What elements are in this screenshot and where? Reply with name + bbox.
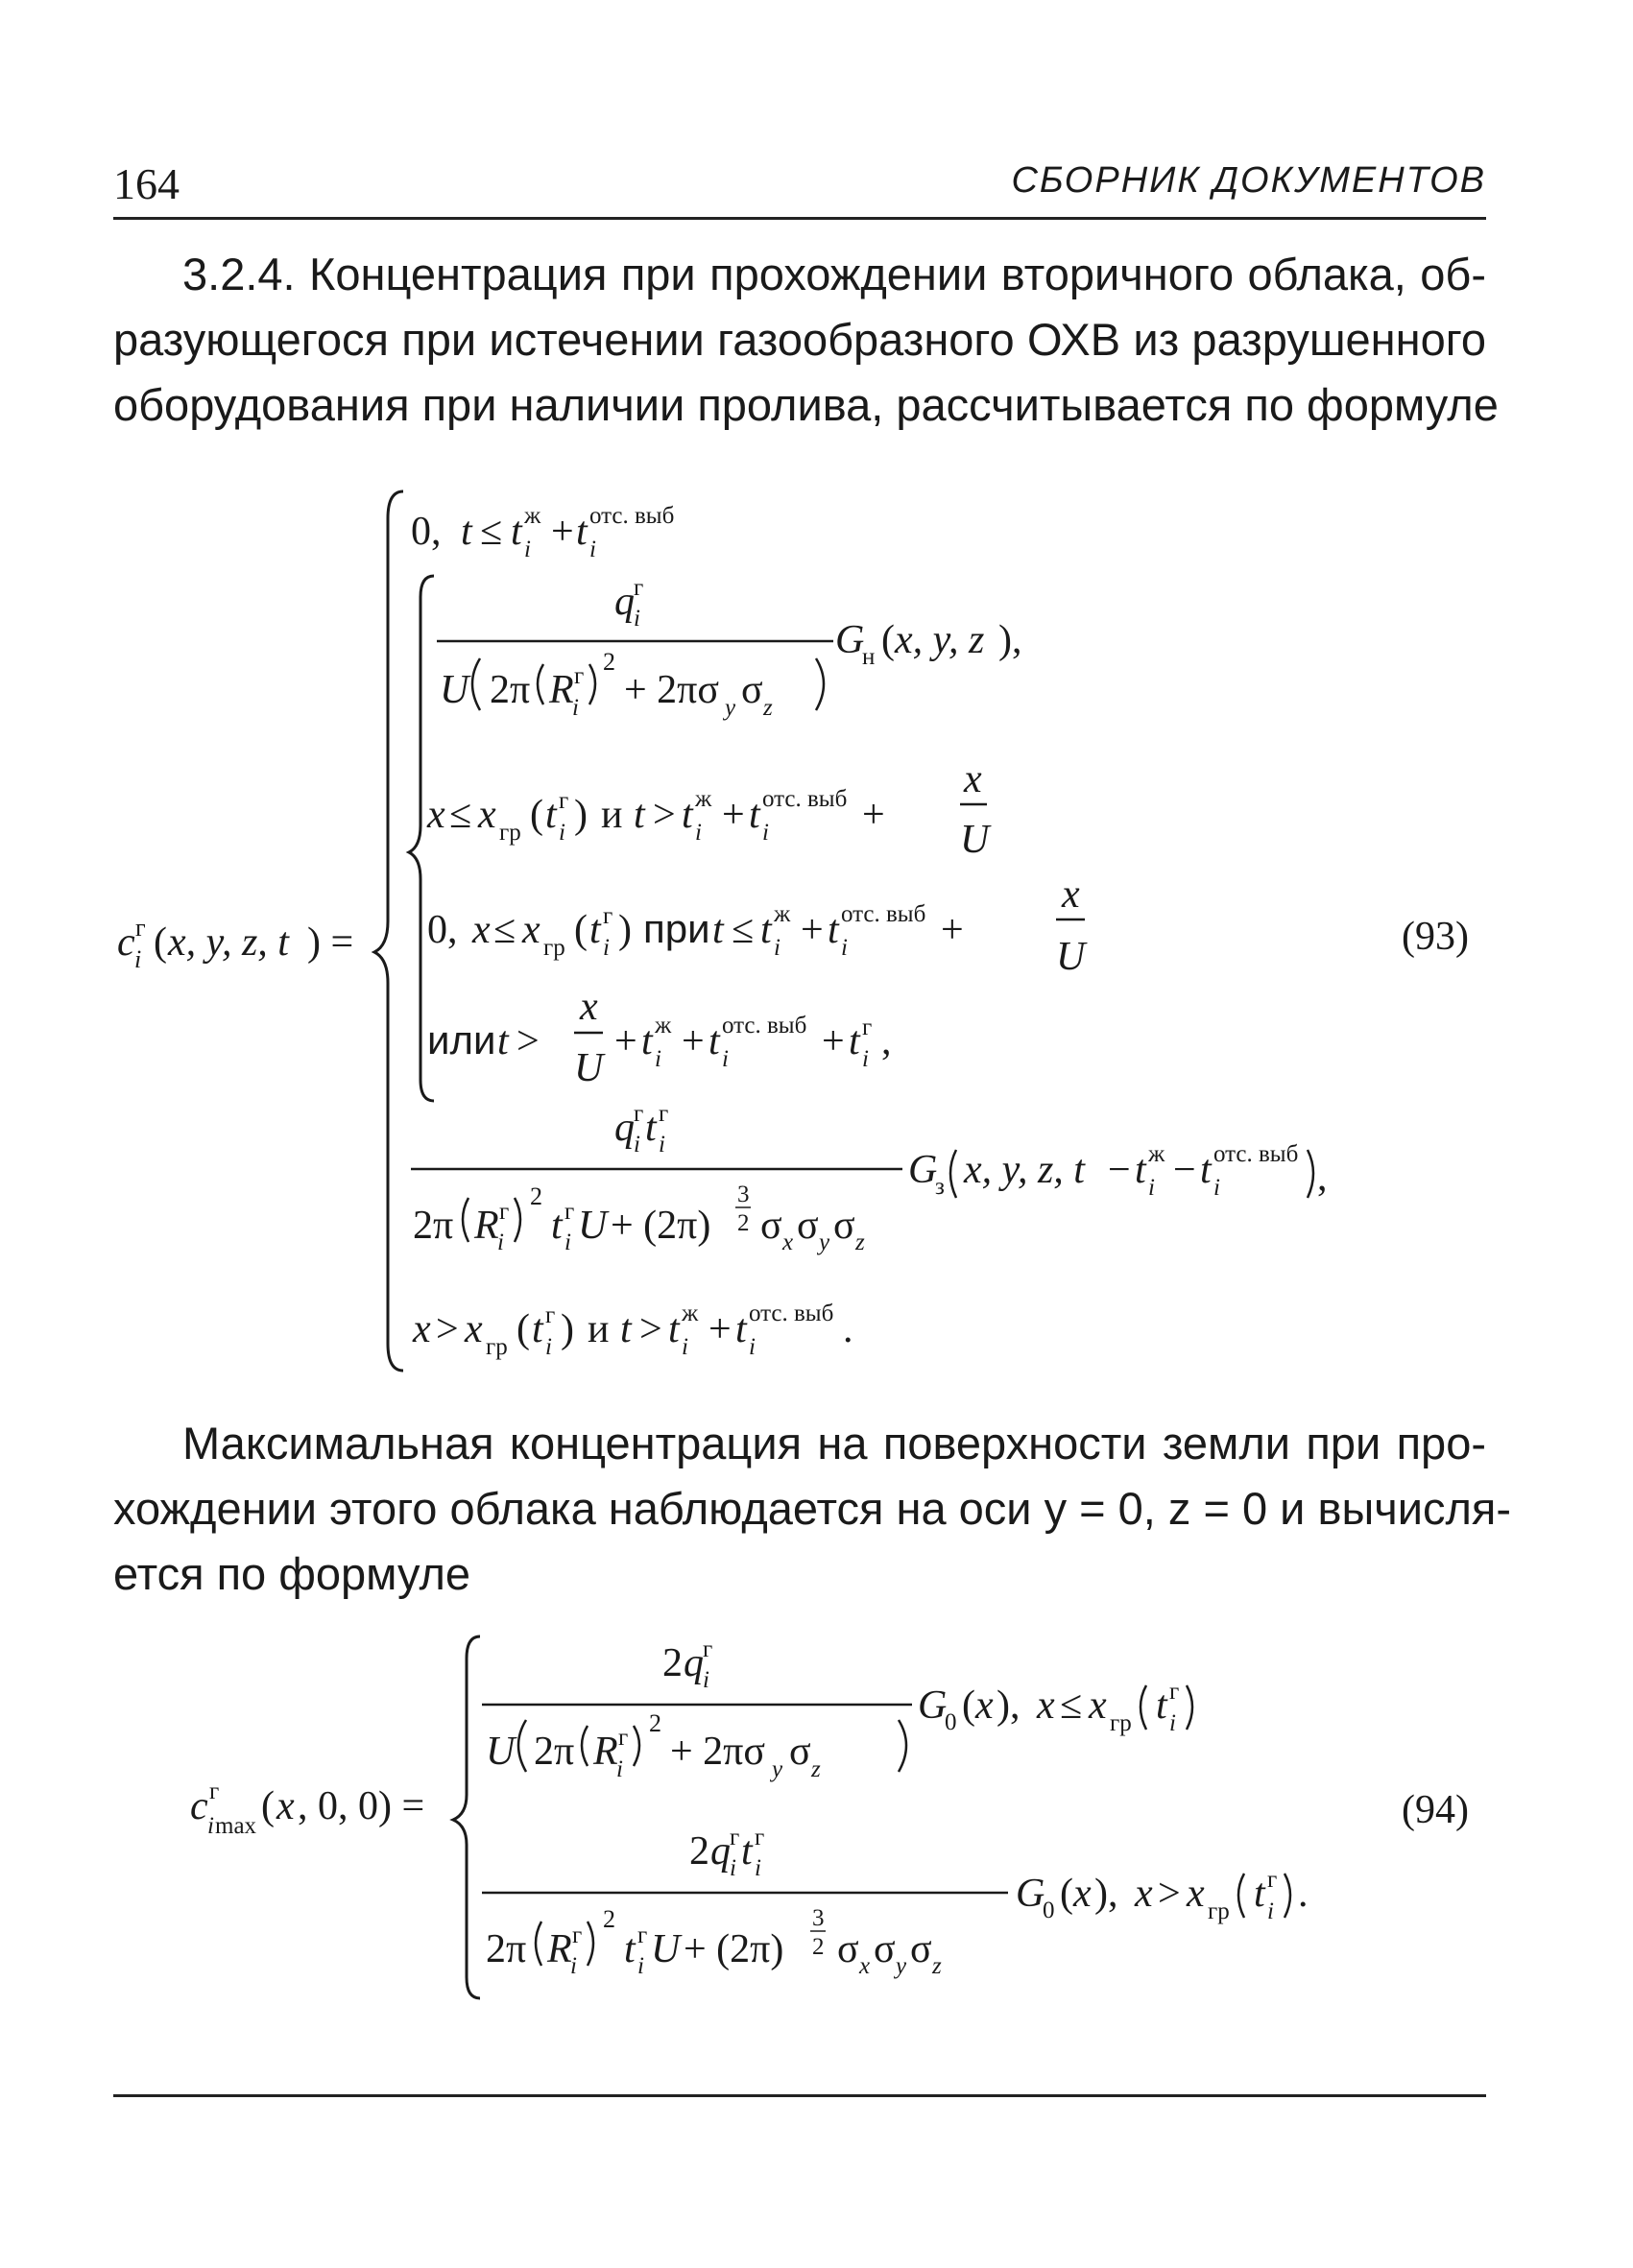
formula-94-lhs (190, 1779, 424, 1839)
svg-text:x: x (465, 1307, 483, 1351)
svg-text:i: i (1213, 1175, 1220, 1201)
text-line: Максимальная концентрация на поверхности земли при про- (182, 1418, 1486, 1468)
svg-text:U: U (486, 1730, 516, 1774)
running-title: СБОРНИК ДОКУМЕНТОВ (1011, 160, 1486, 201)
svg-text:−: − (1108, 1148, 1131, 1192)
svg-text:t: t (645, 1106, 657, 1150)
svg-text:c: c (117, 920, 135, 965)
svg-text:y: y (896, 1953, 907, 1979)
svg-text:U: U (440, 668, 469, 712)
page-number: 164 (113, 159, 180, 208)
svg-text:г: г (618, 1725, 629, 1751)
svg-text:q: q (684, 1641, 704, 1685)
svg-text:,: , (1317, 1156, 1328, 1200)
svg-text:≤: ≤ (480, 510, 503, 554)
svg-text:гр: гр (486, 1334, 508, 1360)
svg-text:t: t (551, 1204, 563, 1248)
svg-text:г: г (603, 903, 613, 929)
svg-text:i: i (524, 537, 531, 562)
svg-text:2π: 2π (534, 1730, 575, 1774)
svg-text:i: i (730, 1855, 736, 1881)
svg-text:гр: гр (543, 935, 565, 961)
svg-text:2: 2 (649, 1709, 661, 1737)
formula-93-number: (93) (1402, 915, 1469, 959)
svg-text:г: г (135, 914, 146, 942)
svg-text:max: max (215, 1813, 257, 1839)
svg-text:2: 2 (603, 1905, 615, 1933)
svg-text:i: i (497, 1229, 504, 1255)
text-line: хождении этого облака наблюдается на оси y = 0, z = 0 и вычисля- (113, 1483, 1512, 1534)
svg-text:ж: ж (524, 503, 541, 529)
svg-text:+: + (822, 1019, 845, 1063)
svg-text:x: x (1187, 1872, 1205, 1916)
svg-text:i: i (682, 1334, 688, 1360)
svg-text:>: > (1158, 1872, 1181, 1916)
svg-text:г: г (499, 1199, 510, 1225)
svg-text:),: ), (1094, 1872, 1118, 1916)
svg-text:x, y, z: x, y, z (895, 618, 985, 662)
svg-text:+ (2π): + (2π) (611, 1204, 711, 1248)
svg-text:t: t (1156, 1683, 1167, 1728)
svg-text:ж: ж (695, 786, 712, 812)
svg-text:+: + (551, 510, 574, 554)
svg-text:σ: σ (760, 1204, 782, 1248)
text-line: 3.2.4. Концентрация при прохождении вторичного облака, об- (182, 249, 1486, 299)
text-line: оборудования при наличии пролива, рассчитывается по формуле (113, 379, 1499, 430)
svg-text:σ: σ (741, 668, 763, 712)
svg-text:U: U (574, 1046, 604, 1090)
svg-text:г: г (564, 1199, 575, 1225)
svg-text:(: ( (962, 1683, 975, 1728)
svg-text:t: t (545, 793, 557, 837)
svg-text:x: x (1135, 1872, 1153, 1916)
svg-text:>: > (639, 1307, 662, 1351)
svg-text:y: y (772, 1756, 783, 1782)
svg-text:x: x (522, 908, 540, 952)
svg-text:г: г (730, 1825, 740, 1850)
svg-text:(: ( (516, 1307, 530, 1351)
svg-text:i: i (695, 820, 702, 846)
svg-text:г: г (755, 1825, 765, 1850)
svg-text:2: 2 (603, 648, 615, 676)
svg-text:i: i (134, 945, 142, 973)
svg-text:z: z (855, 1229, 865, 1255)
svg-text:z: z (763, 695, 773, 721)
svg-text:2: 2 (737, 1210, 750, 1236)
svg-text:г: г (559, 788, 569, 814)
svg-text:t: t (589, 908, 601, 952)
svg-text:г: г (862, 1015, 873, 1040)
svg-text:y: y (819, 1229, 830, 1255)
svg-text:0,: 0, (427, 908, 458, 952)
svg-text:,: , (881, 1019, 892, 1063)
svg-text:i: i (570, 1953, 577, 1979)
svg-text:0: 0 (1043, 1898, 1055, 1923)
svg-text:G: G (1016, 1872, 1045, 1916)
svg-text:G: G (918, 1683, 948, 1728)
svg-text:отс. выб: отс. выб (589, 503, 675, 529)
svg-text:i: i (862, 1046, 869, 1072)
svg-text:>: > (653, 793, 676, 837)
svg-text:x, y, z, t: x, y, z, t (168, 920, 289, 965)
svg-text:t: t (1254, 1872, 1265, 1916)
svg-text:),: ), (997, 1683, 1021, 1728)
svg-text:3: 3 (812, 1905, 825, 1931)
svg-text:): ) (574, 793, 588, 837)
svg-text:ж: ж (655, 1013, 672, 1039)
svg-text:з: з (935, 1174, 945, 1200)
svg-text:x: x (975, 1683, 994, 1728)
svg-text:R: R (474, 1204, 499, 1248)
formula-94-number: (94) (1402, 1788, 1469, 1832)
svg-text:x: x (580, 985, 598, 1029)
svg-text:i: i (637, 1953, 644, 1979)
svg-text:R: R (547, 1927, 572, 1971)
svg-text:x: x (1062, 872, 1080, 917)
svg-text:x: x (964, 757, 982, 801)
svg-text:x: x (1037, 1683, 1055, 1728)
svg-text:t: t (641, 1019, 653, 1063)
svg-text:г: г (1267, 1867, 1278, 1893)
svg-text:, 0, 0) =: , 0, 0) = (298, 1784, 425, 1828)
svg-text:г: г (1169, 1679, 1180, 1705)
svg-text:и: и (601, 793, 623, 837)
svg-text:i: i (841, 935, 848, 961)
svg-text:≤: ≤ (493, 908, 516, 952)
svg-text:(: ( (530, 793, 543, 837)
svg-text:+ (2π): + (2π) (684, 1927, 784, 1971)
svg-text:x: x (859, 1953, 871, 1979)
svg-text:t: t (1135, 1148, 1146, 1192)
svg-text:ж: ж (774, 901, 791, 927)
svg-text:+: + (708, 1307, 732, 1351)
svg-text:y: y (725, 695, 736, 721)
svg-text:i: i (1148, 1175, 1155, 1201)
svg-text:σ: σ (910, 1927, 932, 1971)
svg-text:G: G (835, 618, 865, 662)
svg-text:+: + (722, 793, 745, 837)
svg-text:+ 2πσ: + 2πσ (624, 668, 720, 712)
svg-text:и: и (588, 1307, 610, 1351)
svg-text:U: U (578, 1204, 608, 1248)
svg-text:i: i (774, 935, 780, 961)
svg-text:q: q (710, 1829, 731, 1874)
svg-text:x, y, z, t: x, y, z, t (964, 1148, 1085, 1192)
svg-text:отс. выб: отс. выб (1213, 1141, 1299, 1167)
svg-text:i: i (572, 695, 579, 721)
svg-text:σ: σ (837, 1927, 859, 1971)
svg-text:2: 2 (530, 1182, 542, 1210)
svg-text:x: x (413, 1307, 431, 1351)
svg-text:2π: 2π (486, 1927, 527, 1971)
text-line: разующегося при истечении газообразного ОХВ из разрушенного (113, 314, 1486, 365)
svg-text:(: ( (1060, 1872, 1073, 1916)
svg-text:t: t (682, 793, 693, 837)
svg-text:г: г (634, 1101, 644, 1127)
svg-text:+: + (801, 908, 824, 952)
svg-text:t: t (461, 510, 472, 554)
svg-text:отс. выб: отс. выб (841, 901, 926, 927)
svg-text:г: г (634, 575, 644, 601)
svg-text:i: i (703, 1667, 709, 1693)
svg-text:i: i (722, 1046, 729, 1072)
svg-text:или: или (427, 1017, 496, 1062)
svg-text:t: t (1200, 1148, 1212, 1192)
svg-text:t: t (712, 908, 724, 952)
svg-text:(: ( (881, 618, 895, 662)
svg-text:2π: 2π (490, 668, 531, 712)
svg-text:отс. выб: отс. выб (722, 1013, 807, 1039)
svg-text:+: + (682, 1019, 705, 1063)
svg-text:i: i (659, 1132, 665, 1158)
svg-text:): ) (618, 908, 632, 952)
svg-text:+: + (941, 908, 964, 952)
svg-text:i: i (749, 1334, 756, 1360)
svg-text:−: − (1173, 1148, 1196, 1192)
svg-text:i: i (545, 1334, 552, 1360)
svg-text:i: i (762, 820, 769, 846)
svg-text:t: t (620, 1307, 632, 1351)
svg-text:t: t (741, 1829, 753, 1874)
svg-text:x: x (478, 793, 496, 837)
svg-text:0: 0 (945, 1709, 957, 1735)
svg-text:σ: σ (797, 1204, 819, 1248)
svg-text:t: t (735, 1307, 747, 1351)
svg-text:t: t (708, 1019, 720, 1063)
svg-text:г: г (209, 1779, 220, 1804)
formula-94-brace (453, 1636, 480, 1998)
svg-text:U: U (1056, 935, 1086, 979)
svg-text:σ: σ (789, 1730, 811, 1774)
svg-text:0,: 0, (411, 510, 442, 554)
svg-text:2: 2 (689, 1829, 709, 1874)
svg-text:i: i (616, 1756, 623, 1782)
svg-text:гр: гр (1110, 1710, 1132, 1736)
formula-94-case2 (482, 1825, 1309, 1979)
svg-text:при: при (643, 906, 710, 951)
svg-text:R: R (549, 668, 574, 712)
svg-text:2: 2 (812, 1934, 825, 1960)
svg-text:i: i (1267, 1898, 1274, 1924)
svg-text:i: i (634, 606, 640, 632)
svg-text:2π: 2π (413, 1204, 454, 1248)
svg-text:гр: гр (499, 820, 521, 846)
svg-text:t: t (497, 1019, 509, 1063)
svg-text:t: t (511, 510, 522, 554)
svg-text:(: ( (261, 1784, 275, 1828)
svg-text:z: z (932, 1953, 942, 1979)
svg-text:г: г (574, 663, 585, 689)
formula-94-case1 (482, 1636, 1192, 1782)
svg-text:U: U (651, 1927, 681, 1971)
svg-text:i: i (655, 1046, 661, 1072)
svg-text:отс. выб: отс. выб (762, 786, 848, 812)
svg-text:.: . (843, 1307, 853, 1351)
svg-text:г: г (637, 1922, 648, 1948)
svg-text:z: z (811, 1756, 821, 1782)
svg-text:+: + (862, 793, 885, 837)
svg-text:i: i (755, 1855, 761, 1881)
svg-text:G: G (908, 1148, 938, 1192)
svg-text:i: i (1169, 1710, 1176, 1736)
svg-text:t: t (849, 1019, 860, 1063)
svg-text:x: x (472, 908, 491, 952)
svg-text:>: > (516, 1019, 540, 1063)
svg-text:t: t (760, 908, 772, 952)
svg-text:г: г (703, 1636, 713, 1662)
footer-rule (113, 2094, 1486, 2097)
svg-text:гр: гр (1208, 1898, 1230, 1924)
svg-text:t: t (532, 1307, 543, 1351)
svg-text:+: + (614, 1019, 637, 1063)
svg-text:U: U (960, 818, 990, 862)
svg-text:≤: ≤ (1060, 1683, 1083, 1728)
svg-text:t: t (828, 908, 839, 952)
text-line: ется по формуле (113, 1548, 471, 1599)
svg-text:x: x (1073, 1872, 1092, 1916)
svg-text:x: x (427, 793, 445, 837)
svg-text:i: i (603, 935, 610, 961)
svg-text:) =: ) = (307, 920, 354, 965)
svg-text:г: г (659, 1101, 669, 1127)
svg-text:t: t (668, 1307, 680, 1351)
svg-text:ж: ж (682, 1301, 699, 1326)
svg-text:x: x (1089, 1683, 1107, 1728)
svg-text:i: i (559, 820, 565, 846)
svg-text:(: ( (154, 920, 167, 965)
svg-text:x: x (782, 1229, 794, 1255)
svg-text:q: q (614, 580, 635, 624)
svg-text:>: > (436, 1307, 459, 1351)
svg-text:2: 2 (662, 1641, 683, 1685)
svg-text:t: t (749, 793, 760, 837)
svg-text:i: i (207, 1813, 214, 1839)
svg-text:≤: ≤ (732, 908, 755, 952)
svg-text:г: г (545, 1302, 556, 1328)
svg-text:(: ( (574, 908, 588, 952)
svg-text:): ) (561, 1307, 574, 1351)
svg-text:i: i (634, 1132, 640, 1158)
svg-text:c: c (190, 1784, 208, 1828)
svg-text:i: i (564, 1229, 571, 1255)
svg-text:t: t (624, 1927, 636, 1971)
svg-text:3: 3 (737, 1182, 750, 1207)
svg-text:г: г (572, 1922, 583, 1948)
svg-text:+ 2πσ: + 2πσ (670, 1730, 766, 1774)
svg-text:),: ), (998, 618, 1022, 662)
svg-text:x: x (276, 1784, 295, 1828)
svg-text:ж: ж (1148, 1141, 1165, 1167)
svg-text:≤: ≤ (449, 793, 472, 837)
svg-text:.: . (1298, 1872, 1309, 1916)
svg-text:t: t (634, 793, 645, 837)
svg-text:t: t (576, 510, 588, 554)
svg-text:R: R (593, 1730, 618, 1774)
svg-text:q: q (614, 1106, 635, 1150)
svg-text:σ: σ (833, 1204, 855, 1248)
svg-text:н: н (862, 644, 876, 670)
svg-text:i: i (589, 537, 596, 562)
svg-text:отс. выб: отс. выб (749, 1301, 834, 1326)
svg-text:σ: σ (874, 1927, 896, 1971)
